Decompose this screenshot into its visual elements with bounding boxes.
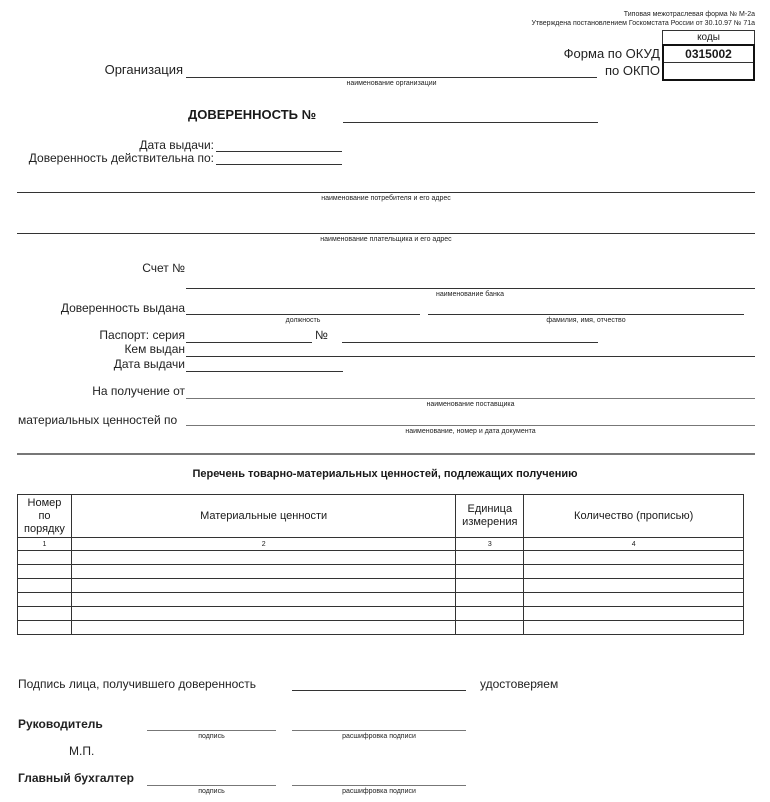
position-field[interactable]	[186, 314, 420, 315]
document-basis-label: материальных ценностей по	[18, 413, 178, 427]
account-bank-field[interactable]	[186, 288, 755, 289]
goods-table-title: Перечень товарно-материальных ценностей, подлежащих получению	[192, 468, 578, 480]
power-of-attorney-number-field[interactable]	[343, 122, 598, 123]
passport-number-label: №	[315, 328, 328, 342]
passport-series-field[interactable]	[186, 342, 312, 343]
codes-box	[662, 30, 755, 81]
cell-unit[interactable]	[456, 551, 524, 565]
okud-label: Форма по ОКУД	[563, 46, 660, 61]
cell-material[interactable]	[71, 579, 455, 593]
cell-quantity[interactable]	[524, 607, 744, 621]
cell-number[interactable]	[18, 565, 72, 579]
form-type-note: Типовая межотраслевая форма № М-2а	[623, 11, 755, 18]
receiver-signature-field[interactable]	[292, 690, 466, 691]
accountant-signature-field[interactable]	[147, 785, 276, 786]
director-name-field[interactable]	[292, 730, 466, 731]
consumer-field[interactable]	[17, 192, 755, 193]
approval-note: Утверждена постановлением Госкомстата России от 30.10.97 № 71а	[531, 20, 755, 27]
account-label: Счет №	[142, 261, 185, 275]
table-row	[18, 607, 744, 621]
document-title: ДОВЕРЕННОСТЬ №	[188, 107, 317, 122]
cell-unit[interactable]	[456, 593, 524, 607]
full-name-field[interactable]	[428, 314, 744, 315]
column-header-unit-label: Единица измерения	[462, 503, 518, 528]
cell-quantity[interactable]	[524, 579, 744, 593]
director-signature-field[interactable]	[147, 730, 276, 731]
receiver-signature-label: Подпись лица, получившего доверенность	[18, 677, 257, 691]
cell-quantity[interactable]	[524, 565, 744, 579]
stamp-label: М.П.	[69, 744, 95, 758]
cell-material[interactable]	[71, 621, 455, 635]
position-hint: должность	[285, 317, 321, 324]
cell-material[interactable]	[71, 565, 455, 579]
cell-quantity[interactable]	[524, 593, 744, 607]
column-number-1: 1	[18, 538, 72, 551]
table-row	[18, 565, 744, 579]
table-row	[18, 579, 744, 593]
issued-by-field[interactable]	[186, 356, 755, 357]
accountant-name-hint: расшифровка подписи	[342, 788, 416, 795]
cell-material[interactable]	[71, 551, 455, 565]
table-row	[18, 593, 744, 607]
consumer-hint: наименование потребителя и его адрес	[321, 195, 451, 202]
document-basis-hint: наименование, номер и дата документа	[405, 428, 536, 435]
codes-header: коды	[662, 30, 755, 44]
column-number-4: 4	[524, 538, 744, 551]
cell-quantity[interactable]	[524, 621, 744, 635]
column-header-number	[18, 495, 72, 538]
organization-field[interactable]	[186, 77, 597, 78]
column-header-unit	[456, 495, 524, 538]
section-divider	[17, 453, 755, 455]
payer-field[interactable]	[17, 233, 755, 234]
okpo-label: по ОКПО	[604, 63, 660, 78]
cell-number[interactable]	[18, 579, 72, 593]
supplier-hint: наименование поставщика	[426, 401, 515, 408]
table-row	[18, 621, 744, 635]
cell-number[interactable]	[18, 621, 72, 635]
document-basis-field[interactable]	[186, 425, 755, 426]
director-signature-hint: подпись	[198, 733, 225, 740]
full-name-hint: фамилия, имя, отчество	[546, 317, 626, 324]
bank-hint: наименование банка	[436, 291, 504, 298]
column-number-row	[18, 538, 744, 551]
passport-issue-date-label: Дата выдачи	[113, 357, 185, 371]
organization-hint: наименование организации	[346, 80, 437, 87]
director-label: Руководитель	[18, 717, 103, 731]
cell-material[interactable]	[71, 593, 455, 607]
cell-unit[interactable]	[456, 621, 524, 635]
issue-date-label: Дата выдачи:	[139, 138, 214, 152]
accountant-signature-hint: подпись	[198, 788, 225, 795]
cell-material[interactable]	[71, 607, 455, 621]
supplier-field[interactable]	[186, 398, 755, 399]
passport-number-field[interactable]	[342, 342, 598, 343]
chief-accountant-label: Главный бухгалтер	[18, 771, 135, 785]
payer-hint: наименование плательщика и его адрес	[320, 236, 452, 243]
column-header-quantity: Количество (прописью)	[524, 495, 744, 538]
goods-table-header-row	[18, 495, 744, 538]
column-number-3: 3	[456, 538, 524, 551]
column-header-materials: Материальные ценности	[71, 495, 455, 538]
issue-date-field[interactable]	[216, 151, 342, 152]
certify-label: удостоверяем	[480, 677, 559, 691]
column-number-2: 2	[71, 538, 455, 551]
director-name-hint: расшифровка подписи	[342, 733, 416, 740]
accountant-name-field[interactable]	[292, 785, 466, 786]
goods-table	[17, 494, 744, 635]
cell-unit[interactable]	[456, 565, 524, 579]
cell-number[interactable]	[18, 593, 72, 607]
passport-series-label: Паспорт: серия	[99, 328, 185, 342]
cell-quantity[interactable]	[524, 551, 744, 565]
cell-unit[interactable]	[456, 607, 524, 621]
valid-until-label: Доверенность действительна по:	[28, 151, 214, 165]
okud-code-field[interactable]: 0315002	[685, 47, 732, 61]
issued-to-label: Доверенность выдана	[60, 301, 185, 315]
cell-number[interactable]	[18, 551, 72, 565]
okpo-code-field[interactable]	[664, 62, 753, 79]
column-header-number-label: Номер по порядку	[24, 496, 65, 535]
organization-label: Организация	[104, 62, 183, 77]
table-row	[18, 551, 744, 565]
valid-until-field[interactable]	[216, 164, 342, 165]
passport-issue-date-field[interactable]	[186, 371, 343, 372]
cell-number[interactable]	[18, 607, 72, 621]
issued-by-label: Кем выдан	[124, 342, 185, 356]
receipt-from-label: На получение от	[92, 384, 185, 398]
cell-unit[interactable]	[456, 579, 524, 593]
